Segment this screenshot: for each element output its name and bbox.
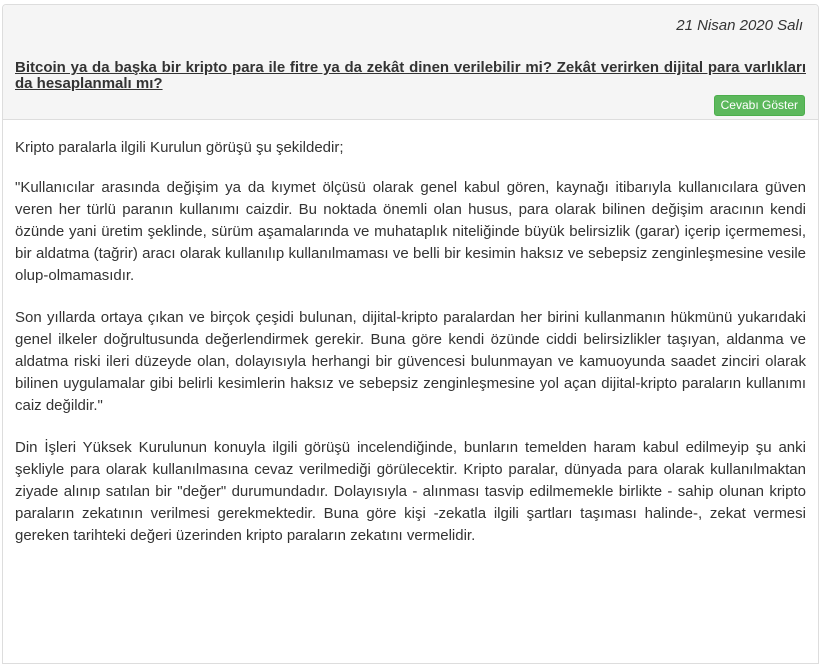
answer-body: [3, 120, 818, 547]
question-panel: [2, 4, 819, 664]
answer-paragraph-quote-1: "Kullanıcılar arasında değişim ya da kıymet ölçüsü olarak genel kabul gören, kaynağı itibarıyla kullanıcılara güven veren her türlü paranın kullanımı caizdir. Bu noktada önemli olan husus, para olarak bilinen değişim aracının kendi özünde yani üretim şeklinde, sürüm aşamalarında ve muhataplık niteliğinde büyük belirsizlik (garar) içerip içermemesi, bir aldatma (tağrir) aracı olarak kullanılıp kullanılmaması ve belli bir kesimin haksız ve sebepsiz zenginleşmesine vesile olup-olmamasıdır.: [15, 179, 806, 284]
question-title-link[interactable]: Bitcoin ya da başka bir kripto para ile fitre ya da zekât dinen verilebilir mi? Zekât verirken dijital para varlıkları da hesaplanmalı mı?: [15, 59, 806, 92]
answer-paragraph-quote-2: Son yıllarda ortaya çıkan ve birçok çeşidi bulunan, dijital-kripto paralardan her birini kullanmanın hükmünü yukarıdaki genel ilkeler doğrultusunda değerlendirmek gerekir. Buna göre kendi özünde ciddi belirsizlikler taşıyan, aldanma ve aldatma riski ileri düzeyde olan, dolayısıyla herhangi bir güvencesi bulunmayan ve kamuoyunda saadet zinciri olarak bilinen uygulamalar gibi belirli kesimlerin haksız ve sebepsiz zenginleşmesine yol açan dijital-kripto paraların kullanımı caiz değildir.": [15, 309, 806, 414]
answer-paragraph-conclusion: Din İşleri Yüksek Kurulunun konuyla ilgili görüşü incelendiğinde, bunların temelden haram kabul edilmeyip şu anki şekliyle para olarak kullanılmasına cevaz verilmediği görülecektir. Kripto paralar, dünyada para olarak kullanılmaktan ziyade alınıp satılan bir "değer" durumundadır. Dolayısıyla - alınması tasvip edilmemekle birlikte - sahip olunan kripto paraların zekatının verilmesi gerekmektedir. Buna göre kişi -zekatla ilgili şartları taşıması halinde-, zekat vermesi gereken tarihteki değeri üzerinden kripto paraların zekatını vermelidir.: [15, 439, 806, 544]
show-answer-button[interactable]: Cevabı Göster: [714, 95, 805, 116]
question-date: 21 Nisan 2020 Salı: [676, 17, 803, 34]
answer-paragraph-intro: Kripto paralarla ilgili Kurulun görüşü şu şekildedir;: [15, 139, 344, 156]
panel-heading: [3, 5, 818, 120]
